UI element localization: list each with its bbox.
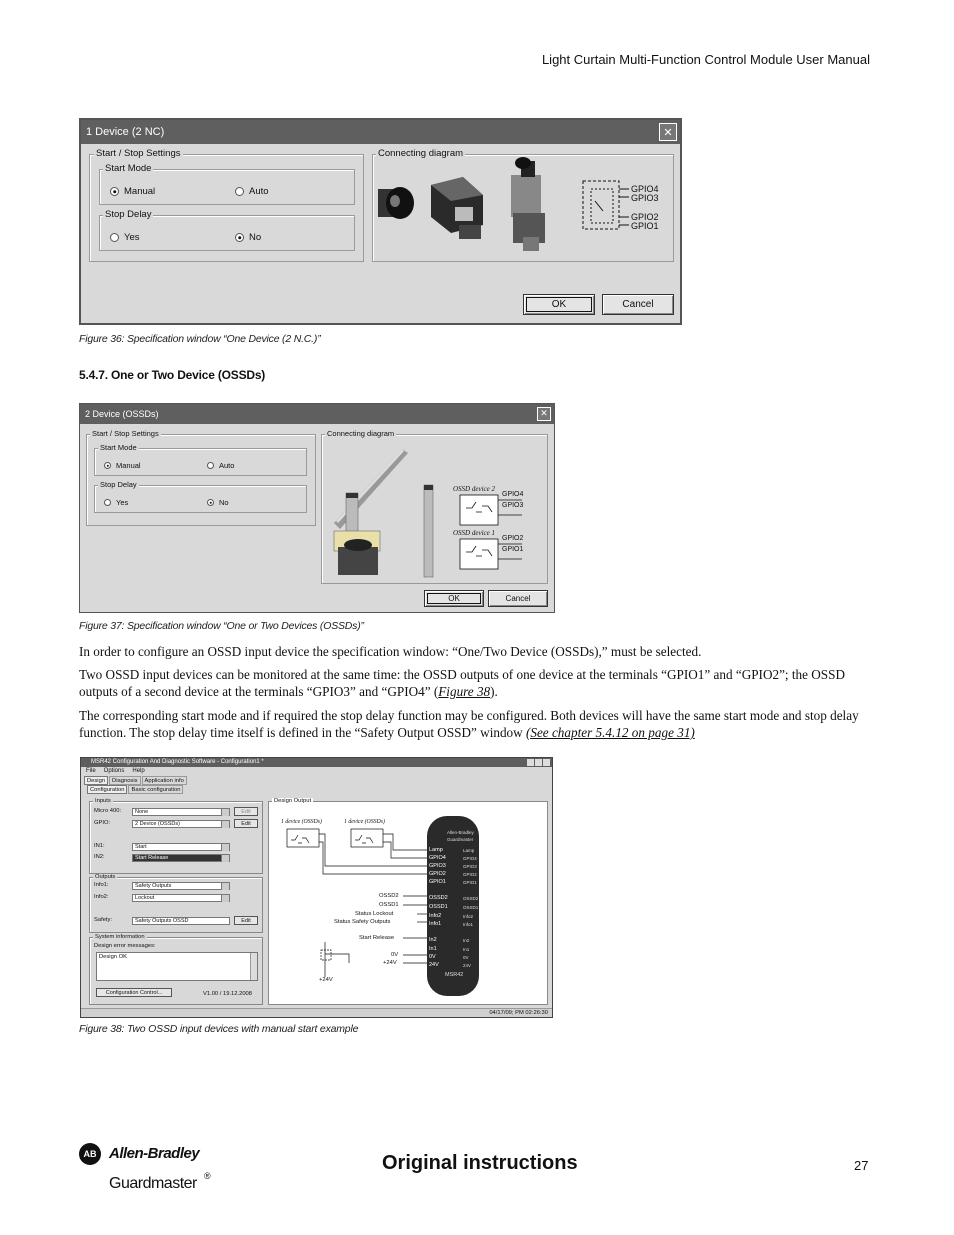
figure-36-window — [79, 118, 682, 325]
device-b-label: 1 device (OSSDs) — [344, 819, 385, 825]
figure-38-software-window — [80, 757, 553, 1018]
main-tabs — [81, 776, 552, 785]
pin-lamp: Lamp — [429, 847, 443, 853]
pin-label-right: GPIO3 — [463, 864, 477, 869]
signal-ossd2: OSSD2 — [379, 893, 399, 899]
info1-label: Info1: — [94, 882, 109, 888]
radio-yes[interactable] — [104, 498, 128, 507]
running-header: Light Curtain Multi-Function Control Module User Manual — [541, 52, 870, 67]
dropdown-arrow-icon — [221, 883, 229, 890]
relay-module-icon — [431, 177, 483, 239]
plus24v-label: +24V — [319, 977, 333, 983]
stop-delay-group — [99, 209, 355, 251]
radio-label: No — [249, 232, 262, 243]
paragraph-text: The corresponding start mode and if required the stop delay function may be configured. Both devices will have the same start mode and stop delay function. The stop delay time itself is defined in the “Safety Output OSSD” window — [79, 708, 859, 740]
gpio-edit-button[interactable]: Edit — [234, 819, 258, 828]
design-output-group — [268, 798, 548, 1005]
registered-mark: ® — [204, 1171, 211, 1181]
device-a-label: 1 device (OSSDs) — [281, 819, 322, 825]
radio-selected-icon — [110, 187, 119, 196]
window-title: 2 Device (OSSDs) — [85, 409, 159, 419]
pin-ossd1: OSSD1 — [429, 904, 448, 910]
status-bar — [81, 1008, 552, 1017]
pin-label-right: OSSD2 — [463, 896, 479, 901]
dropdown-arrow-icon — [221, 895, 229, 902]
radio-label: Auto — [219, 461, 235, 470]
figure-37-window — [79, 403, 555, 613]
pin-ossd2: OSSD2 — [429, 895, 448, 901]
radio-selected-icon — [104, 462, 111, 469]
select-value: Start Release — [135, 855, 169, 861]
cancel-button[interactable]: Cancel — [488, 590, 548, 607]
scrollbar[interactable] — [250, 953, 257, 980]
start-stop-settings-group — [86, 429, 316, 526]
start-mode-group — [99, 163, 355, 205]
group-label: Connecting diagram — [327, 429, 395, 438]
paragraph-text: ). — [490, 684, 498, 699]
signal-ossd1: OSSD1 — [379, 902, 399, 908]
gpio3-label: GPIO3 — [502, 502, 524, 509]
group-label: Start / Stop Settings — [96, 148, 181, 159]
window-title-bar — [81, 120, 680, 144]
signal-plus24v: +24V — [383, 960, 397, 966]
ok-button[interactable]: OK — [523, 294, 595, 315]
group-label: Outputs — [95, 874, 116, 880]
emergency-stop-icon — [378, 187, 414, 219]
connecting-diagram-group — [321, 429, 548, 584]
dropdown-arrow-icon — [221, 809, 229, 816]
radio-no[interactable] — [207, 498, 229, 507]
safety-edit-button[interactable]: Edit — [234, 916, 258, 925]
sub-tabs — [81, 785, 552, 794]
group-label: Stop Delay — [105, 209, 152, 220]
group-label: Design Output — [274, 798, 312, 804]
design-error-label: Design error messages: — [94, 943, 156, 949]
dropdown-arrow-icon — [221, 844, 229, 851]
micro400-select[interactable] — [132, 808, 230, 816]
pin-info2: Info2 — [429, 913, 442, 919]
software-title: MSR42 Configuration And Diagnostic Software - Configuration1 * — [91, 759, 264, 765]
version-label: V1.00 / 19.12.2008 — [203, 991, 252, 997]
info1-select[interactable] — [132, 882, 230, 890]
select-value: Safety Outputs — [135, 883, 172, 889]
module-brand: Allen-Bradley — [447, 830, 474, 835]
radio-auto[interactable] — [207, 461, 234, 470]
group-label: Stop Delay — [100, 480, 137, 489]
pin-label-right: In2 — [463, 938, 470, 943]
pin-label-right: OSSD1 — [463, 905, 479, 910]
pin-gpio2: GPIO2 — [429, 871, 446, 877]
status-time: 04/17/09; PM 02:26:30 — [489, 1010, 548, 1016]
figure-37-caption: Figure 37: Specification window “One or Two Devices (OSSDs)” — [79, 620, 364, 632]
page-number: 27 — [854, 1158, 869, 1173]
radio-selected-icon — [207, 499, 214, 506]
pin-24v: 24V — [429, 962, 439, 968]
module-pin-list — [429, 847, 477, 987]
gpio-select[interactable] — [132, 820, 230, 828]
radio-unselected-icon — [207, 462, 214, 469]
menu-options[interactable]: Options — [103, 768, 125, 774]
radio-unselected-icon — [104, 499, 111, 506]
stop-delay-group — [94, 480, 307, 513]
gpio1-label: GPIO1 — [502, 546, 524, 553]
select-value: Start — [135, 844, 147, 850]
micro400-label: Micro 400: — [94, 808, 122, 814]
window-controls-icon[interactable] — [527, 759, 550, 766]
radio-manual[interactable] — [104, 461, 141, 470]
ossd-device-2-label: OSSD device 2 — [453, 485, 495, 493]
paragraph-2 — [79, 666, 869, 700]
menu-file[interactable]: File — [86, 768, 96, 774]
design-ok-message: Design OK — [99, 954, 128, 960]
gpio4-label: GPIO4 — [502, 491, 524, 498]
chapter-link[interactable]: (See chapter 5.4.12 on page 31) — [525, 725, 695, 740]
connecting-diagram-group — [372, 148, 674, 262]
pin-label-right: Info2 — [463, 914, 474, 919]
gpio4-label: GPIO4 — [631, 184, 659, 194]
safety-label: Safety: — [94, 917, 113, 923]
paragraph-text: Two OSSD input devices can be monitored at the same time: the OSSD outputs of one device at the terminals “GPIO1” and “GPIO2”; the OSSD outputs of a second device at the terminals “GPIO3” and “GPIO4” ( — [79, 667, 846, 699]
radio-label: Auto — [249, 186, 269, 197]
menu-help[interactable]: Help — [132, 768, 145, 774]
ab-logo-mark: AB — [79, 1143, 101, 1165]
configuration-control-button[interactable]: Configuration Control... — [96, 988, 172, 997]
pin-label-right: GPIO1 — [463, 880, 477, 885]
radio-selected-icon — [235, 233, 244, 242]
guardmaster-wordmark: Guardmaster — [109, 1175, 197, 1192]
pin-label-right: Lamp — [463, 848, 475, 853]
footer-title: Original instructions — [382, 1152, 578, 1174]
radio-label: Yes — [116, 498, 129, 507]
pin-label-right: 24V — [463, 963, 472, 968]
module-subbrand: Guardmaster — [447, 837, 474, 842]
gpio2-label: GPIO2 — [631, 212, 659, 222]
signal-start-release: Start Release — [359, 935, 395, 941]
info2-select[interactable] — [132, 894, 230, 902]
pin-gpio4: GPIO4 — [429, 855, 446, 861]
field-value: Safety Outputs OSSD — [135, 918, 189, 924]
msr42-module — [427, 816, 479, 996]
allen-bradley-logo — [79, 1143, 219, 1197]
limit-switch-icon — [511, 157, 545, 251]
select-value: 2 Device (OSSDs) — [135, 821, 180, 827]
radio-label: No — [219, 498, 229, 507]
micro400-edit-button[interactable]: Edit — [234, 807, 258, 816]
dropdown-arrow-icon — [221, 821, 229, 828]
tab-diagnosis[interactable]: Diagnosis — [109, 776, 140, 785]
tab-application-info[interactable]: Application info — [142, 776, 187, 785]
system-information-group — [89, 934, 263, 1005]
group-label: Inputs — [95, 798, 111, 804]
pin-0v: 0V — [429, 954, 436, 960]
ossd-device-1-label: OSSD device 1 — [453, 529, 495, 537]
group-label: Start Mode — [100, 443, 137, 452]
radio-manual[interactable] — [110, 186, 155, 197]
signal-status-lockout: Status Lockout — [355, 911, 394, 917]
group-label: System information — [95, 934, 145, 940]
close-icon[interactable]: ✕ — [537, 407, 551, 421]
radio-label: Manual — [116, 461, 141, 470]
pin-label-right: In1 — [463, 947, 470, 952]
radio-auto[interactable] — [235, 186, 269, 197]
module-name: MSR42 — [445, 972, 464, 978]
select-value: None — [135, 809, 149, 815]
design-error-list[interactable] — [96, 952, 258, 981]
pin-in2: In2 — [429, 937, 437, 943]
in2-select[interactable] — [132, 854, 230, 862]
section-heading: 5.4.7. One or Two Device (OSSDs) — [79, 368, 266, 382]
software-title-bar — [81, 758, 552, 767]
tab-basic-configuration[interactable]: Basic configuration — [128, 785, 183, 794]
in1-select[interactable] — [132, 843, 230, 851]
pin-info1: Info1 — [429, 921, 442, 927]
ok-button[interactable]: OK — [424, 590, 484, 607]
radio-label: Yes — [124, 232, 140, 243]
paragraph-1: In order to configure an OSSD input device the specification window: “One/Two Device (OSSDs),” must be selected. — [79, 644, 702, 659]
safety-field[interactable] — [132, 917, 230, 925]
figure-38-caption: Figure 38: Two OSSD input devices with manual start example — [79, 1023, 359, 1035]
close-icon[interactable]: ✕ — [659, 123, 677, 141]
tab-design[interactable]: Design — [84, 776, 108, 785]
radio-label: Manual — [124, 186, 156, 197]
start-stop-settings-group — [89, 148, 364, 262]
paragraph-3 — [79, 707, 869, 741]
gpio-label: GPIO: — [94, 820, 111, 826]
brand-name: Allen-Bradley — [109, 1145, 200, 1162]
window-title-bar — [80, 404, 554, 424]
gpio2-label: GPIO2 — [502, 535, 524, 542]
radio-yes[interactable] — [110, 232, 140, 243]
group-label: Start / Stop Settings — [92, 429, 159, 438]
pin-in1: In1 — [429, 946, 437, 952]
pin-label-right: Info1 — [463, 922, 474, 927]
device-photos — [373, 155, 673, 261]
outputs-group — [89, 874, 263, 933]
select-value: Lockout — [135, 895, 155, 901]
gpio1-label: GPIO1 — [631, 221, 659, 231]
group-label: Start Mode — [105, 163, 152, 174]
connection-schematic-icon — [583, 181, 629, 229]
wiring-diagram — [269, 802, 549, 1006]
pin-label-right: GPIO2 — [463, 872, 477, 877]
window-title: 1 Device (2 NC) — [86, 126, 165, 138]
figure-36-caption: Figure 36: Specification window “One Device (2 N.C.)” — [79, 333, 321, 345]
pin-gpio3: GPIO3 — [429, 863, 446, 869]
menu-bar — [81, 767, 552, 776]
start-mode-group — [94, 443, 307, 476]
inputs-group — [89, 798, 263, 874]
radio-unselected-icon — [110, 233, 119, 242]
signal-status-safety-outputs: Status Safety Outputs — [334, 919, 391, 925]
pin-label-right: 0V — [463, 955, 469, 960]
info2-label: Info2: — [94, 894, 109, 900]
radio-unselected-icon — [235, 187, 244, 196]
radio-no[interactable] — [235, 232, 261, 243]
tab-configuration[interactable]: Configuration — [87, 785, 127, 794]
in2-label: IN2: — [94, 854, 105, 860]
signal-0v: 0V — [391, 952, 399, 958]
cancel-button[interactable]: Cancel — [602, 294, 674, 315]
pin-label-right: GPIO4 — [463, 856, 477, 861]
laser-scanner-icon — [334, 531, 380, 575]
pin-gpio1: GPIO1 — [429, 879, 446, 885]
group-label: Connecting diagram — [378, 148, 464, 159]
gpio3-label: GPIO3 — [631, 193, 659, 203]
dropdown-arrow-icon — [221, 855, 229, 862]
figure-38-link[interactable]: Figure 38 — [438, 684, 491, 699]
in1-label: IN1: — [94, 843, 105, 849]
